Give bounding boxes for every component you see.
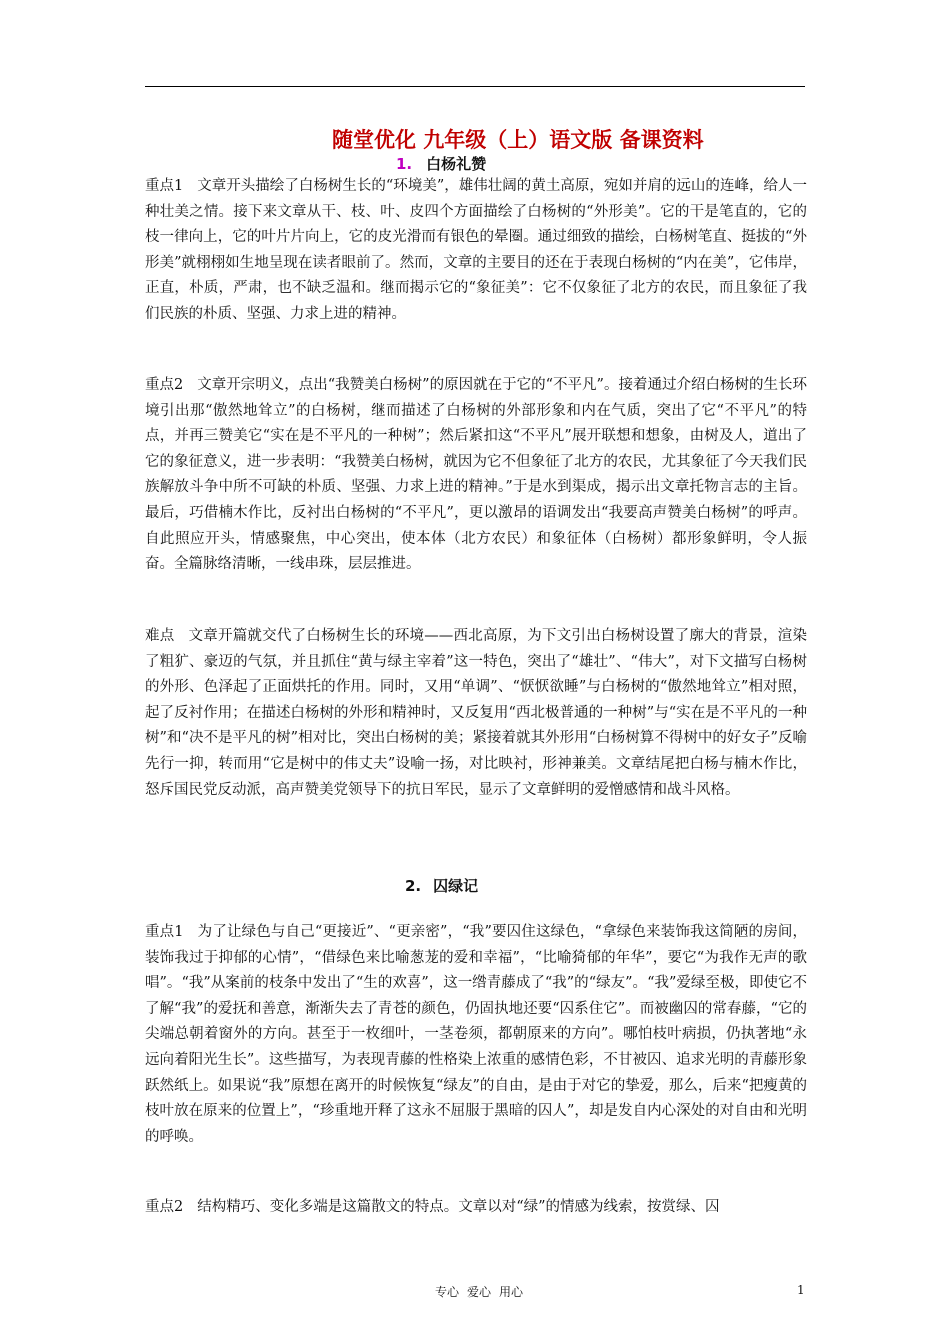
paragraph-label: 重点1 bbox=[145, 924, 184, 940]
section-title: 囚绿记 bbox=[433, 877, 479, 895]
paragraph-label: 重点1 bbox=[145, 178, 184, 194]
page-title: 随堂优化 九年级（上）语文版 备课资料 bbox=[332, 128, 704, 152]
paragraph bbox=[145, 624, 807, 803]
section-heading-1 bbox=[396, 153, 486, 174]
page-number: 1 bbox=[797, 1283, 805, 1297]
paragraph bbox=[145, 920, 807, 1150]
section-number: 2. bbox=[405, 877, 422, 895]
paragraph bbox=[145, 174, 807, 328]
footer-word: 用心 bbox=[499, 1285, 524, 1299]
header-rule bbox=[145, 86, 805, 87]
section-title: 白杨礼赞 bbox=[426, 155, 487, 173]
paragraph-text: 为了让绿色与自己“更接近”、“更亲密”，“我”要囚住这绿色，“拿绿色来装饰我这简陋的房间，装饰我过于抑郁的心情”，“借绿色来比喻葱茏的爱和幸福”，“比喻猗郁的年华”，要它“为我作无声的歌唱”。“我”从案前的枝条中发出了“生的欢喜”，这一绺青藤成了“我”的“绿友”。“我”爱绿至极，即使它不了解“我”的爱抚和善意，渐渐失去了青苍的颜色，仍固执地还要“囚系住它”。而被幽囚的常春藤，“它的尖端总朝着窗外的方向。甚至于一枚细叶，一茎卷须，都朝原来的方向”。哪怕枝叶病损，仍执著地“永远向着阳光生长”。这些描写，为表现青藤的性格染上浓重的感情色彩，不甘被囚、追求光明的青藤形象跃然纸上。如果说“我”原想在离开的时候恢复“绿友”的自由，是由于对它的挚爱，那么，后来“把瘦黄的枝叶放在原来的位置上”，“珍重地开释了这永不屈服于黑暗的囚人”，却是发自内心深处的对自由和光明的呼唤。 bbox=[145, 924, 808, 1145]
paragraph-text: 文章开篇就交代了白杨树生长的环境——西北高原，为下文引出白杨树设置了廓大的背景，渲染了粗犷、豪迈的气氛，并且抓住“黄与绿主宰着”这一特色，突出了“雄壮”、“伟大”，对下文描写白杨树的外形、色泽起了正面烘托的作用。同时，又用“单调”、“恹恹欲睡”与白杨树的“傲然地耸立”相对照，起了反衬作用；在描述白杨树的外形和精神时，又反复用“西北极普通的一种树”与“实在是不平凡的一种树”和“决不是平凡的树”相对比，突出白杨树的美；紧接着就其外形用“白杨树算不得树中的好女子”反喻先行一抑，转而用“它是树中的伟丈夫”设喻一扬，对比映衬，形神兼美。文章结尾把白杨与楠木作比，怒斥国民党反动派，高声赞美党领导下的抗日军民，显示了文章鲜明的爱憎感情和战斗风格。 bbox=[145, 628, 808, 798]
section-heading-2 bbox=[405, 875, 478, 896]
section-number: 1. bbox=[396, 155, 413, 173]
paragraph-label: 重点2 bbox=[145, 1199, 184, 1215]
paragraph-text: 结构精巧、变化多端是这篇散文的特点。文章以对“绿”的情感为线索，按赏绿、囚 bbox=[197, 1199, 720, 1215]
paragraph-label: 重点2 bbox=[145, 377, 184, 393]
footer-motto bbox=[435, 1283, 531, 1300]
paragraph-text: 文章开头描绘了白杨树生长的“环境美”，雄伟壮阔的黄土高原，宛如并肩的远山的连峰，给人一种壮美之情。接下来文章从干、枝、叶、皮四个方面描绘了白杨树的“外形美”。它的干是笔直的，它的枝一律向上，它的叶片片向上，它的皮光滑而有银色的晕圈。通过细致的描绘，白杨树笔直、挺拔的“外形美”就栩栩如生地呈现在读者眼前了。然而，文章的主要目的还在于表现白杨树的“内在美”，它伟岸，正直，朴质，严肃，也不缺乏温和。继而揭示它的“象征美”：它不仅象征了北方的农民，而且象征了我们民族的朴质、坚强、力求上进的精神。 bbox=[145, 178, 807, 322]
footer-word: 爱心 bbox=[467, 1285, 492, 1299]
paragraph bbox=[145, 1195, 807, 1221]
footer-word: 专心 bbox=[435, 1285, 460, 1299]
paragraph-text: 文章开宗明义，点出“我赞美白杨树”的原因就在于它的“不平凡”。接着通过介绍白杨树的生长环境引出那“傲然地耸立”的白杨树，继而描述了白杨树的外部形象和内在气质，突出了它“不平凡”的特点，并再三赞美它“实在是不平凡的一种树”；然后紧扣这“不平凡”展开联想和想象，由树及人，道出了它的象征意义，进一步表明：“我赞美白杨树，就因为它不但象征了北方的农民，尤其象征了今天我们民族解放斗争中所不可缺的朴质、坚强、力求上进的精神。”于是水到渠成，揭示出文章托物言志的主旨。最后，巧借楠木作比，反衬出白杨树的“不平凡”，更以激昂的语调发出“我要高声赞美白杨树”的呼声。自此照应开头，情感聚焦，中心突出，使本体（北方农民）和象征体（白杨树）都形象鲜明，令人振奋。全篇脉络清晰，一线串珠，层层推进。 bbox=[145, 377, 807, 573]
paragraph-label: 难点 bbox=[145, 628, 175, 644]
paragraph bbox=[145, 373, 807, 578]
